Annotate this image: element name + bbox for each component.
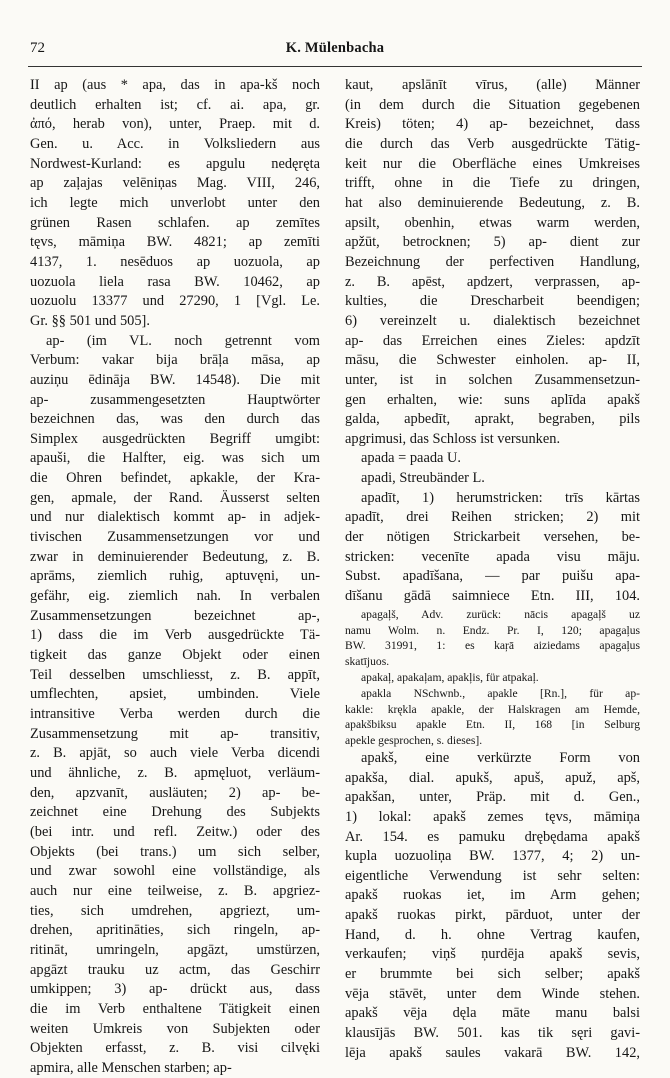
- left-column-line: uozuolu 13377 und 27290, 1 [Vgl. Le.: [30, 293, 320, 310]
- left-column-line: Objekten erfasst, z. B. visi cilvęki: [30, 1040, 320, 1057]
- left-column-line: bezeichnen das, was den durch das: [30, 411, 320, 428]
- right-column-line: apakšbiksu apakle Etn. II, 168 [in Selburg: [345, 718, 640, 732]
- right-column-line: ap- das Erreichen eines Zieles: apdzīt: [345, 332, 640, 349]
- right-column-line: apakš vēja dęla māte manu balsi: [345, 1005, 640, 1022]
- left-column-line: II ap (aus * apa, das in apa-kš noch: [30, 77, 320, 93]
- right-column-line: apakaļ, apakaļam, apakļis, für atpakaļ.: [361, 670, 539, 684]
- right-column-line: trifft, ohne in die Tiefe zu dringen,: [345, 175, 640, 192]
- left-column-line: Simplex ausgedrückten Begriff umgibt:: [30, 430, 320, 447]
- right-column-line: apgrimusi, das Schloss ist versunken.: [345, 430, 561, 447]
- right-column-line: unter, ist in solchen Zusammensetzun-: [345, 371, 640, 388]
- right-column-line: galda, apbedīt, aprakt, begraben, pils: [345, 411, 640, 428]
- left-column-line: (bei intr. und refl. Zeitw.) oder des: [30, 823, 320, 840]
- left-column-line: ap- (im VL. noch getrennt vom: [46, 332, 320, 349]
- left-column-line: den, apzvanīt, ausläuten; 2) ap- be-: [30, 784, 320, 801]
- left-column-line: Zusammensetzung mit ap- transitiv,: [30, 725, 320, 742]
- left-column-line: und zwar sowohl eine vollständige, als: [30, 863, 320, 880]
- right-column-line: der nötigen Strickarbeit versehen, be-: [345, 529, 640, 546]
- left-column-line: Gen. u. Acc. in Volksliedern aus: [30, 135, 320, 152]
- left-column-line: und ähnliche, z. B. apmęluot, verläum-: [30, 764, 320, 781]
- right-column-line: apakša, dial. apukš, apuš, apuž, apš,: [345, 769, 640, 786]
- left-column-line: tigkeit das ganze Objekt oder einen: [30, 647, 320, 664]
- left-column: [30, 76, 320, 1078]
- right-column-line: Bezeichnung der perfectiven Handlung,: [345, 253, 640, 270]
- right-column-line: apakš ruokas iet, im Arm gehen;: [345, 887, 640, 904]
- left-column-line: die im Verb enthaltene Tätigkeit einen: [30, 1000, 320, 1017]
- left-column-line: und nur dialektisch kommt ap- in adjek-: [30, 509, 320, 526]
- left-column-line: die Ohren befindet, apkakle, der Kra-: [30, 470, 320, 487]
- right-column-line: Hand, d. h. ohne Vertrag kaufen,: [345, 926, 640, 943]
- right-column-line: apsilt, obenhin, etwas warm werden,: [345, 214, 640, 231]
- right-column-line: eigentliche Verwendung ist sehr selten:: [345, 867, 640, 884]
- right-column-line: kakle: krękla apakle, der Halskragen am Hemde,: [345, 702, 640, 716]
- right-column-line: kupla uozuoliņa BW. 1377, 4; 2) un-: [345, 848, 640, 865]
- left-column-line: apauši, die Halfter, eig. was sich um: [30, 450, 320, 467]
- right-column-line: keit nur die Oberfläche eines Umkreises: [345, 155, 640, 172]
- right-column-line: namu Wolm. n. Endz. Pr. I, 120; apagaļus: [345, 623, 640, 637]
- left-column-line: grünen Rasen schlafen. ap zemītes: [30, 214, 320, 231]
- right-column-line: kulties, die Drescharbeit beendigen;: [345, 293, 640, 310]
- left-column-line: Teil desselben umschliesst, z. B. appīt,: [30, 666, 320, 683]
- right-column-line: apadīt, 1) herumstricken: trīs kārtas: [361, 489, 640, 506]
- left-column-line: Verbum: vakar bija brāļa māsa, ap: [30, 352, 320, 369]
- right-column: [345, 76, 640, 1063]
- right-column-line: Kreis) töten; 4) ap- bezeichnet, dass: [345, 116, 640, 133]
- left-column-line: ap- zusammengesetzten Hauptwörter: [30, 391, 320, 408]
- left-column-line: Gr. §§ 501 und 505].: [30, 312, 150, 329]
- right-column-line: apagaļš, Adv. zurück: nācis apagaļš uz: [361, 607, 640, 621]
- left-column-line: Objekts (bei trans.) um sich selber,: [30, 843, 320, 860]
- left-column-line: apgāzt trauku uz actm, das Geschirr: [30, 961, 320, 978]
- right-column-line: er brummte bei sich selber; apakš: [345, 966, 640, 983]
- right-column-line: gen erhalten, wie: suns aplīda apakš: [345, 391, 640, 408]
- right-column-line: verkaufen; viņš ņurdēja apakš sevis,: [345, 946, 640, 963]
- left-column-line: tivischen Zusammensetzungen vor und: [30, 529, 320, 546]
- running-title: K. Mülenbacha: [285, 40, 385, 56]
- left-column-line: 4137, 1. nesēduos ap uozuola, ap: [30, 253, 320, 270]
- left-column-line: umflechten, apsiet, umbinden. Viele: [30, 686, 320, 703]
- left-column-line: auziņu ēdināja BW. 14548). Die mit: [30, 371, 320, 388]
- right-column-line: 1) lokal: apakš zemes tęvs, māmiņa: [345, 808, 640, 825]
- right-column-line: apakš, eine verkürzte Form von: [361, 749, 640, 766]
- right-column-line: lēja apakš saules vakarā BW. 142,: [345, 1044, 640, 1061]
- left-column-line: gen, apmale, der Rand. Äusserst selten: [30, 489, 320, 506]
- right-column-line: Ar. 154. es pamuku drębędama apakš: [345, 828, 640, 845]
- left-column-line: auch nur eine teilweise, z. B. apgriez-: [30, 882, 320, 899]
- right-column-line: apekle gesprochen, s. dieses].: [345, 734, 483, 748]
- right-column-line: 6) vereinzelt u. dialektisch bezeichnet: [345, 312, 640, 329]
- right-column-line: klausījās BW. 501. kas tik sęri gavi-: [345, 1025, 640, 1042]
- left-column-line: weiten Umkreis von Subjekten oder: [30, 1020, 320, 1037]
- right-column-line: apadīt, drei Reihen stricken; 2) mit: [345, 509, 640, 526]
- right-column-line: BW. 31991, 1: es kaŗā aiziedams apagaļus: [345, 639, 640, 653]
- left-column-line: Nordwest-Kurland: es apgulu nedęręta: [30, 155, 320, 172]
- right-column-line: stricken: vecenīte apada visu māju.: [345, 548, 640, 565]
- left-column-line: umkippen; 3) ap- drückt aus, dass: [30, 981, 320, 998]
- right-column-line: apadi, Streubänder L.: [361, 470, 485, 487]
- right-column-line: apakšan, unter, Präp. mit d. Gen.,: [345, 789, 640, 806]
- left-column-line: 1) dass die im Verb ausgedrückte Tä-: [30, 627, 320, 644]
- right-column-line: dīšanu gādā saimniece Etn. III, 104.: [345, 588, 640, 605]
- right-column-line: Subst. apadīšana, — par puišu apa-: [345, 568, 640, 585]
- left-column-line: aprāms, ziemlich ruhig, aptuvęni, un-: [30, 568, 320, 585]
- right-column-line: apakla NSchwnb., apakle [Rn.], für ap-: [361, 686, 640, 700]
- left-column-line: drehen, apritināties, sich ringeln, ap-: [30, 922, 320, 939]
- left-column-line: gefähr, eig. ziemlich nah. In verbalen: [30, 588, 320, 605]
- page-number: 72: [30, 40, 45, 56]
- page-header: [0, 40, 670, 62]
- right-column-line: māsu, die Schwester einholen. ap- II,: [345, 352, 640, 369]
- right-column-line: vēja stāvēt, unter dem Winde stehen.: [345, 985, 640, 1002]
- left-column-line: z. B. apjāt, so auch viele Verba dicendi: [30, 745, 320, 762]
- left-column-line: zeichnet eine Drehung des Subjekts: [30, 804, 320, 821]
- left-column-line: intransitive Verba werden durch die: [30, 706, 320, 722]
- right-column-line: apžūt, betrocknen; 5) ap- dient zur: [345, 234, 640, 251]
- right-column-line: skatījuos.: [345, 655, 390, 669]
- left-column-line: tęvs, māmiņa BW. 4821; ap zemīti: [30, 234, 320, 251]
- header-rule: [28, 66, 642, 67]
- left-column-line: apmira, alle Menschen starben; ap-: [30, 1059, 232, 1076]
- right-column-line: (in dem durch die Situation gegebenen: [345, 96, 640, 113]
- left-column-line: zwar in deminuierender Bedeutung, z. B.: [30, 548, 320, 565]
- left-column-line: ties, sich umdrehen, apgriezt, um-: [30, 902, 320, 919]
- left-column-line: uozuola liela rasa BW. 10462, ap: [30, 273, 320, 290]
- right-column-line: z. B. apēst, apdzert, verprassen, ap-: [345, 273, 640, 290]
- left-column-line: ἀπό, herab von), unter, Praep. mit d.: [30, 116, 320, 133]
- right-column-line: apada = paada U.: [361, 450, 462, 467]
- right-column-line: apakš ruokas pirkt, pārduot, unter der: [345, 907, 640, 924]
- left-column-line: Zusammensetzungen bezeichnet ap-,: [30, 607, 320, 624]
- left-column-line: ritināt, umringeln, apgāzt, umstürzen,: [30, 941, 320, 958]
- right-column-line: die durch das Verb ausgedrückte Tätig-: [345, 135, 640, 152]
- left-column-line: deutlich erhalten ist; cf. ai. apa, gr.: [30, 96, 320, 113]
- left-column-line: ich legte mich unverlobt unter den: [30, 194, 320, 211]
- right-column-line: hat also deminuierende Bedeutung, z. B.: [345, 194, 640, 211]
- right-column-line: kaut, apslānīt vīrus, (alle) Männer: [345, 77, 640, 93]
- left-column-line: ap zaļajas velēniņas Mag. VIII, 246,: [30, 175, 320, 192]
